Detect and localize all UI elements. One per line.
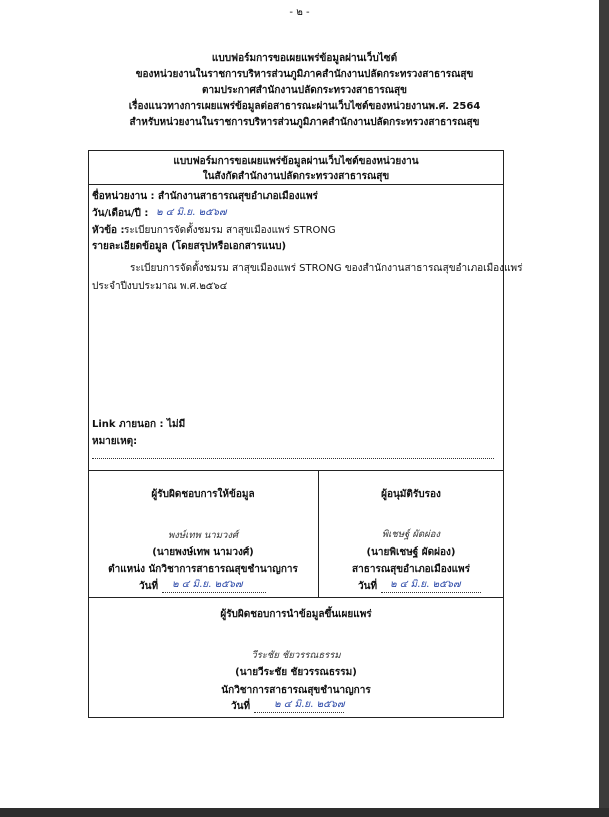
publisher-signature: วีระชัย ชัยวรรณธรรม bbox=[251, 650, 341, 661]
form-title-2: ในสังกัดสำนักงานปลัดกระทรวงสาธารณสุข bbox=[202, 171, 390, 182]
scan-shadow-bottom bbox=[0, 808, 609, 817]
page-number: - ๒ - bbox=[289, 7, 310, 18]
provider-date-line bbox=[162, 592, 266, 593]
provider-date-value: ๒ ๔ มิ.ย. ๒๕๖๗ bbox=[172, 579, 243, 590]
form-title-1: แบบฟอร์มการขอเผยแพร่ข้อมูลผ่านเว็บไซต์ของหน่วยงาน bbox=[173, 156, 419, 167]
detail-line-1: ระเบียบการจัดตั้งชมรม สาสุขเมืองแพร่ STRONG ของสำนักงานสาธารณสุขอำเภอเมืองแพร่ bbox=[130, 263, 523, 274]
approver-date-value: ๒ ๔ มิ.ย. ๒๕๖๗ bbox=[390, 579, 461, 590]
provider-heading: ผู้รับผิดชอบการให้ข้อมูล bbox=[151, 489, 255, 500]
header-line-1: แบบฟอร์มการขอเผยแพร่ข้อมูลผ่านเว็บไซต์ bbox=[211, 53, 398, 64]
scan-shadow-right bbox=[599, 0, 609, 817]
detail-line-2: ประจำปีงบประมาณ พ.ศ.๒๕๖๔ bbox=[92, 281, 228, 292]
publisher-name: (นายวีระชัย ชัยวรรณธรรม) bbox=[235, 667, 357, 678]
provider-position: ตำแหน่ง นักวิชาการสาธารณสุขชำนาญการ bbox=[108, 564, 298, 575]
form-title-divider bbox=[88, 184, 504, 185]
link-label: Link ภายนอก : ไม่มี bbox=[92, 419, 186, 430]
signature-top-divider bbox=[88, 470, 504, 471]
header-line-3: ตามประกาศสำนักงานปลัดกระทรวงสาธารณสุข bbox=[201, 85, 407, 96]
note-dotted-line bbox=[92, 458, 494, 459]
approver-date-label: วันที่ bbox=[358, 581, 378, 592]
approver-position: สาธารณสุขอำเภอเมืองแพร่ bbox=[352, 564, 470, 575]
note-label: หมายเหตุ: bbox=[92, 436, 138, 447]
publisher-date-line bbox=[254, 712, 344, 713]
topic-label: หัวข้อ : bbox=[92, 225, 125, 236]
provider-name: (นายพงษ์เทพ นามวงศ์) bbox=[152, 547, 254, 558]
approver-name: (นายพิเชษฐ์ ผัดผ่อง) bbox=[366, 547, 456, 558]
publisher-heading: ผู้รับผิดชอบการนำข้อมูลขึ้นเผยแพร่ bbox=[220, 609, 372, 620]
publisher-date-label: วันที่ bbox=[231, 701, 251, 712]
publisher-position: นักวิชาการสาธารณสุขชำนาญการ bbox=[221, 685, 371, 696]
signature-middle-divider bbox=[88, 597, 504, 598]
date-label: วัน/เดือน/ปี : bbox=[92, 208, 149, 219]
provider-signature: พงษ์เทพ นามวงศ์ bbox=[167, 530, 239, 541]
approver-heading: ผู้อนุมัติรับรอง bbox=[381, 489, 441, 500]
approver-date-line bbox=[381, 592, 481, 593]
header-line-4: เรื่องแนวทางการเผยแพร่ข้อมูลต่อสาธารณะผ่านเว็บไซต์ของหน่วยงานพ.ศ. 2564 bbox=[128, 101, 481, 112]
header-line-2: ของหน่วยงานในราชการบริหารส่วนภูมิภาคสำนักงานปลัดกระทรวงสาธารณสุข bbox=[135, 69, 474, 80]
provider-date-label: วันที่ bbox=[139, 581, 159, 592]
publisher-date-value: ๒ ๔ มิ.ย. ๒๕๖๗ bbox=[274, 699, 345, 710]
header-line-5: สำหรับหน่วยงานในราชการบริหารส่วนภูมิภาคสำนักงานปลัดกระทรวงสาธารณสุข bbox=[129, 117, 480, 128]
approver-signature: พิเชษฐ์ ผัดผ่อง bbox=[381, 529, 441, 540]
detail-label: รายละเอียดข้อมูล (โดยสรุปหรือเอกสารแนบ) bbox=[92, 241, 287, 252]
date-value: ๒ ๔ มิ.ย. ๒๕๖๗ bbox=[156, 207, 227, 218]
unit-name: ชื่อหน่วยงาน : สำนักงานสาธารณสุขอำเภอเมืองแพร่ bbox=[92, 191, 318, 202]
topic-value: ระเบียบการจัดตั้งชมรม สาสุขเมืองแพร่ STRONG bbox=[124, 225, 336, 236]
